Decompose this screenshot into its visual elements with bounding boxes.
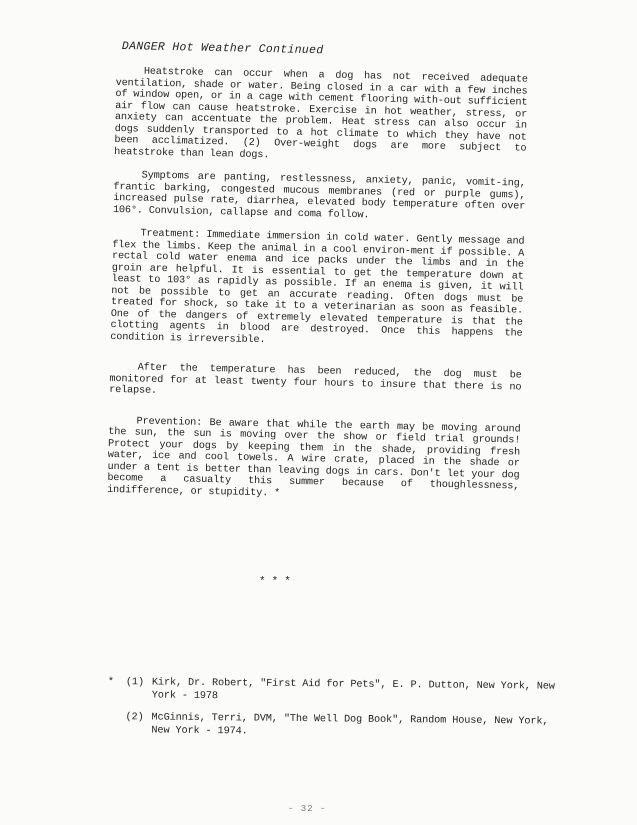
footnote-text: McGinnis, Terri, DVM, "The Well Dog Book", Random House, New York, New York - 1974. [151,712,549,738]
footnote-item [107,711,557,742]
page-number: - 32 - [288,804,327,814]
footnote-marker: * [107,676,115,689]
paragraph-symptoms: Symptoms are panting, restlessness, anxiety, panic, vomit-ing, frantic barking, congested mucous membranes (red or purple gums), increased pulse rate, diarrhea, elevated body temperature often over 106°. Convulsion, callapse and coma follow. [112,170,526,221]
paragraph-heatstroke: Heatstroke can occur when a dog has not received adequate ventilation, shade or water. Being closed in a car with a few inches of window open, or in a cage with cement flooring with-out sufficient air flow can cause heatstroke. Exercise in hot weather, stress, or anxiety can accentuate the problem. Heat stress can also occur in dogs suddenly transported to a hot climate to which they have not been acclimatized. (2) Over-weight dogs are more subject to heatstroke than lean dogs. [114,66,528,161]
footnotes [107,676,558,742]
footnote-item [108,676,558,707]
page-heading: DANGER Hot Weather Continued [121,40,324,58]
paragraph-monitoring: After the temperature has been reduced, the dog must be monitored for at least twenty four hours to insure that there is no relapse. [109,362,522,397]
body-text [107,66,528,505]
footnote-text: Kirk, Dr. Robert, "First Aid for Pets", E. P. Dutton, New York, New York - 1978 [151,677,555,703]
footnote-number: (1) [125,677,145,689]
paragraph-treatment: Treatment: Immediate immersion in cold water. Gently message and flex the limbs. Keep the animal in a cool environ-ment if possible. A rectal cold water enema and ice packs under the limbs and in the groin are helpful. It is essential to get the temperature down at least to 103° as rapidly as possible. If an enema is given, it will not be possible to get an accurate reading. Often dogs must be treated for shock, so take it to a veterinarian as soon as feasible. One of the dangers of extremely elevated temperature is that the clotting agents in blood are destroyed. Once this happens the condition is irreversible. [110,228,525,346]
paragraph-prevention: Prevention: Be aware that while the earth may be moving around the sun, the sun is moving over the show or field trial grounds! Protect your dogs by keeping them in the shade, providing fresh water, ice and cool towels. A wire crate, placed in the shade or under a tent is better than leaving dogs in cars. Don't let your dog become a casualty this summer because of thoughlessness, indifference, or stupidity. * [107,416,521,500]
section-separator: *** [259,576,297,588]
footnote-number: (2) [125,712,144,724]
